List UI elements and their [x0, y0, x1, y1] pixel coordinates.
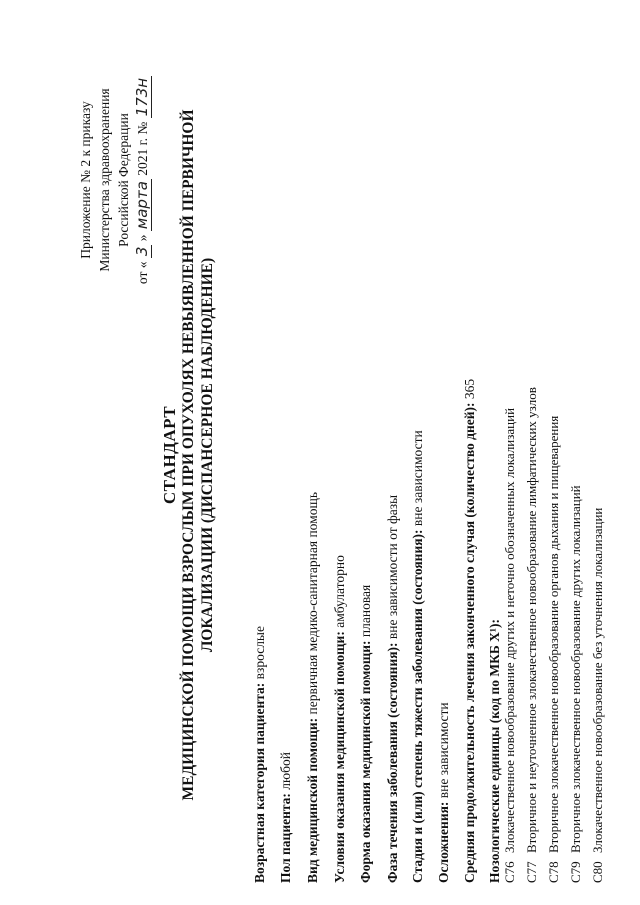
- icd-description: Вторичное злокачественное новообразование других локализаций: [568, 485, 583, 853]
- icd-description: Вторичное и неуточненное злокачественное новообразование лимфатических узлов: [524, 387, 539, 853]
- field-sex: Пол пациента: любой: [278, 752, 293, 883]
- field-care-form: Форма оказания медицинской помощи: плановая: [358, 584, 373, 883]
- icd-code: C79: [568, 861, 583, 883]
- field-disease-phase: Фаза течения заболевания (состояния): вне зависимости от фазы: [385, 494, 400, 883]
- order-number-handwritten: 173н: [133, 77, 151, 117]
- date-day-handwritten: 3: [133, 246, 151, 257]
- icd-code-row: [546, 416, 562, 883]
- icd-description: Злокачественное новообразование без уточнения локализации: [590, 507, 605, 853]
- field-care-conditions: Условия оказания медицинской помощи: амбулаторно: [332, 555, 347, 883]
- appendix-line-3: Российской Федерации: [116, 113, 131, 247]
- field-age-category: Возрастная категория пациента: взрослые: [252, 626, 267, 883]
- icd-code-row: [568, 485, 584, 883]
- appendix-block: [76, 20, 152, 340]
- icd-description: Вторичное злокачественное новообразование органов дыхания и пищеварения: [546, 415, 561, 853]
- icd-code-row: [524, 387, 540, 883]
- icd-code: C77: [524, 861, 539, 883]
- field-treatment-duration: Средняя продолжительность лечения законченного случая (количество дней): 365: [462, 378, 477, 883]
- icd-code-row: [590, 508, 606, 883]
- icd-code-row: [502, 408, 518, 883]
- date-month-handwritten: марта: [133, 181, 151, 230]
- document-title: [160, 65, 217, 845]
- icd-code: C78: [546, 861, 561, 883]
- date-year: 2021 г. №: [135, 121, 150, 176]
- date-prefix: от «: [135, 261, 150, 285]
- icd-description: Злокачественное новообразование других и неточно обозначенных локализаций: [502, 407, 517, 853]
- title-line-2: МЕДИЦИНСКОЙ ПОМОЩИ ВЗРОСЛЫМ ПРИ ОПУХОЛЯХ НЕВЫЯВЛЕННОЙ ПЕРВИЧНОЙ: [180, 109, 197, 801]
- appendix-line-2: Министерства здравоохранения: [97, 88, 112, 272]
- appendix-date-line: [133, 20, 152, 340]
- appendix-line-1: Приложение № 2 к приказу: [78, 101, 93, 259]
- field-care-type: Вид медицинской помощи: первичная медико-санитарная помощь: [305, 491, 320, 883]
- icd-code: C80: [590, 861, 605, 883]
- field-complications: Осложнения: вне зависимости: [436, 702, 451, 883]
- date-mid: »: [135, 234, 150, 242]
- icd-code: C76: [502, 861, 517, 883]
- title-standard: СТАНДАРТ: [160, 405, 179, 505]
- field-disease-stage: Стадия и (или) степень тяжести заболевания (состояния): вне зависимости: [410, 430, 425, 883]
- title-line-3: ЛОКАЛИЗАЦИИ (ДИСПАНСЕРНОЕ НАБЛЮДЕНИЕ): [199, 257, 216, 653]
- field-nosological-units: Нозологические единицы (код по МКБ X¹):: [487, 619, 502, 883]
